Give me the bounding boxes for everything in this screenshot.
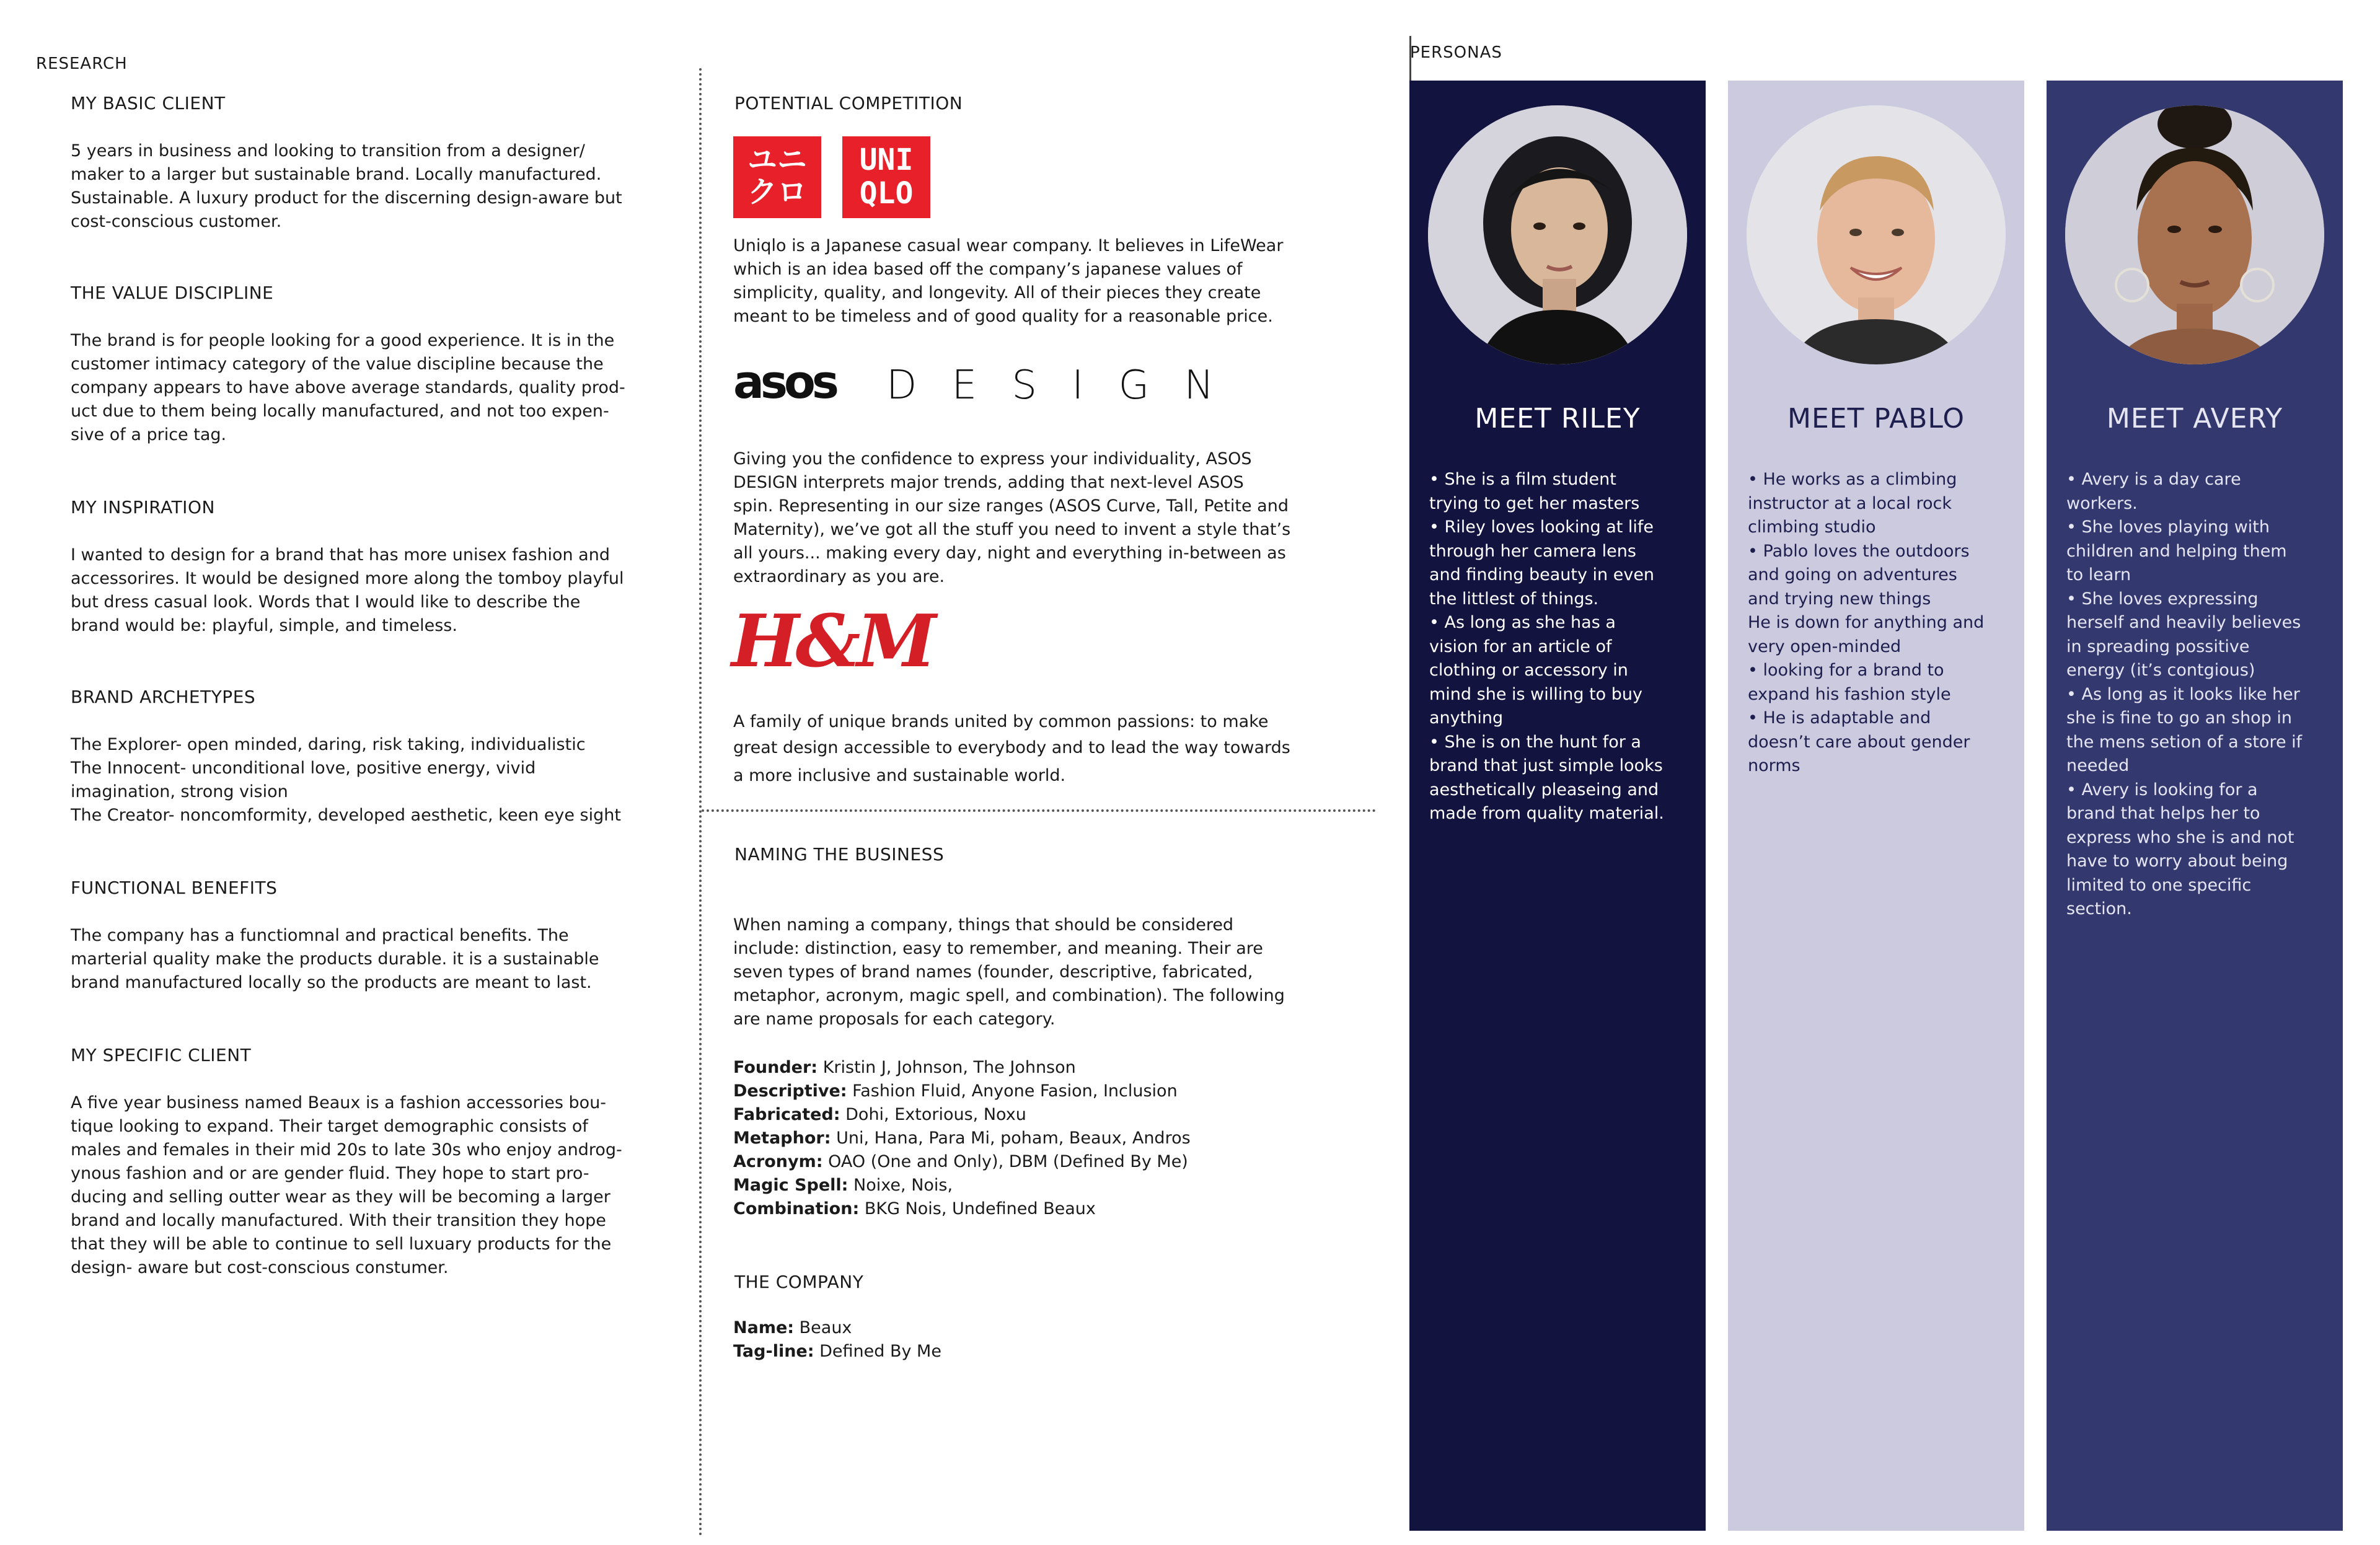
archetypes-title: BRAND ARCHETYPES <box>71 687 256 707</box>
asos-line: all yours... making every day, night and everything in-between as <box>733 544 1286 563</box>
research-label: RESEARCH <box>36 55 128 73</box>
riley-line: trying to get her masters <box>1429 493 1640 513</box>
riley-line: through her camera lens <box>1429 541 1636 561</box>
pablo-line: • Pablo loves the outdoors <box>1748 541 1970 561</box>
specific-client-title: MY SPECIFIC CLIENT <box>71 1045 252 1065</box>
name-proposal-label: Descriptive: <box>733 1081 847 1101</box>
basic-client-line: cost-conscious customer. <box>71 212 282 231</box>
asos-line: extraordinary as you are. <box>733 567 945 586</box>
inspiration-title: MY INSPIRATION <box>71 497 215 517</box>
avery-line: she is fine to go an shop in <box>2066 708 2293 728</box>
competition-title: POTENTIAL COMPETITION <box>734 93 963 113</box>
company-value: Defined By Me <box>814 1342 941 1361</box>
avery-line: • She loves playing with <box>2066 517 2270 537</box>
basic-client-section <box>71 93 666 234</box>
riley-line: • She is a film student <box>1429 470 1616 489</box>
specific-client-line: ynous fashion and or are gender fluid. They hope to start pro- <box>71 1164 589 1183</box>
avery-line: to learn <box>2066 565 2131 584</box>
riley-line: • Riley loves looking at life <box>1429 517 1654 537</box>
uniqlo-latin-bottom: QLO <box>859 176 914 211</box>
inspiration-line: but dress casual look. Words that I would like to describe the <box>71 592 581 612</box>
riley-line: vision for an article of <box>1429 636 1612 656</box>
functional-benefits-line: The company has a functiomnal and practical benefits. The <box>71 926 569 945</box>
uniqlo-kana-top: ユニ <box>747 143 807 177</box>
asos-design-wordmark: D E S I G N <box>886 363 1225 408</box>
pablo-line: norms <box>1748 756 1800 775</box>
pablo-line: very open-minded <box>1748 636 1902 656</box>
avery-line: workers. <box>2066 493 2138 513</box>
basic-client-line: Sustainable. A luxury product for the discerning design-aware but <box>71 188 622 208</box>
naming-description <box>733 913 1353 1031</box>
archetypes-section <box>71 687 666 827</box>
specific-client-line: A five year business named Beaux is a fashion accessories bou- <box>71 1093 607 1112</box>
avery-line: express who she is and not <box>2066 827 2294 847</box>
name-proposal-label: Magic Spell: <box>733 1176 848 1195</box>
archetypes-line: The Creator- noncomformity, developed aesthetic, keen eye sight <box>71 806 621 825</box>
archetypes-line: imagination, strong vision <box>71 782 288 801</box>
company-row <box>733 1316 1353 1340</box>
avery-line: needed <box>2066 756 2130 775</box>
avery-details <box>2066 468 2327 922</box>
name-proposal-value: Dohi, Extorious, Noxu <box>840 1105 1026 1124</box>
uniqlo-description <box>733 234 1353 328</box>
pablo-line: and going on adventures <box>1748 565 1957 584</box>
naming-line: metaphor, acronym, magic spell, and combination). The following <box>733 986 1285 1005</box>
riley-line: anything <box>1429 708 1504 728</box>
hm-description <box>733 709 1353 791</box>
hm-line: a more inclusive and sustainable world. <box>733 766 1066 785</box>
avery-line: children and helping them <box>2066 541 2287 561</box>
uniqlo-line: which is an idea based off the company’s japanese values of <box>733 260 1243 279</box>
name-proposal-row <box>733 1197 1353 1221</box>
uniqlo-logo-katakana <box>733 136 821 218</box>
riley-portrait-icon <box>1428 105 1687 364</box>
uniqlo-line: Uniqlo is a Japanese casual wear company. It believes in LifeWear <box>733 236 1284 255</box>
company-title: THE COMPANY <box>734 1272 864 1292</box>
name-proposal-row <box>733 1174 1353 1197</box>
avery-line: brand that helps her to <box>2066 804 2260 823</box>
name-proposal-value: Uni, Hana, Para Mi, poham, Beaux, Andros <box>831 1129 1191 1148</box>
name-proposal-row <box>733 1103 1353 1127</box>
specific-client-line: ducing and selling outter wear as they will be becoming a larger <box>71 1187 610 1207</box>
uniqlo-line: meant to be timeless and of good quality for a reasonable price. <box>733 307 1273 326</box>
riley-line: aesthetically pleaseing and <box>1429 780 1659 799</box>
avery-line: energy (it’s contgious) <box>2066 661 2255 680</box>
uniqlo-kana-bottom: クロ <box>747 175 807 209</box>
value-discipline-title: THE VALUE DISCIPLINE <box>71 283 274 303</box>
pablo-avatar <box>1747 105 2006 364</box>
functional-benefits-title: FUNCTIONAL BENEFITS <box>71 878 278 898</box>
name-proposal-label: Founder: <box>733 1058 818 1077</box>
pablo-line: expand his fashion style <box>1748 684 1951 704</box>
pablo-line: • He is adaptable and <box>1748 708 1931 728</box>
specific-client-line: males and females in their mid 20s to late 30s who enjoy androg- <box>71 1140 622 1160</box>
naming-line: include: distinction, easy to remember, and meaning. Their are <box>733 939 1263 958</box>
archetypes-line: The Explorer- open minded, daring, risk taking, individualistic <box>71 735 586 754</box>
asos-line: Maternity), we’ve got all the stuff you need to invent a style that’s <box>733 520 1291 539</box>
value-discipline-line: sive of a price tag. <box>71 425 227 444</box>
company-label: Name: <box>733 1318 795 1337</box>
pablo-line: doesn’t care about gender <box>1748 732 1970 752</box>
name-proposal-label: Combination: <box>733 1199 860 1218</box>
pablo-line: • He works as a climbing <box>1748 470 1957 489</box>
riley-line: clothing or accessory in <box>1429 661 1628 680</box>
functional-benefits-line: marterial quality make the products durable. it is a sustainable <box>71 949 599 969</box>
company-label: Tag-line: <box>733 1342 814 1361</box>
specific-client-line: brand and locally manufactured. With their transition they hope <box>71 1211 606 1230</box>
naming-line: seven types of brand names (founder, descriptive, fabricated, <box>733 962 1253 982</box>
avery-line: the mens setion of a store if <box>2066 732 2303 752</box>
riley-line: mind she is willing to buy <box>1429 684 1642 704</box>
functional-benefits-section <box>71 878 666 995</box>
value-discipline-line: customer intimacy category of the value discipline because the <box>71 354 604 374</box>
riley-name: MEET RILEY <box>1474 403 1641 434</box>
pablo-name: MEET PABLO <box>1787 403 1965 434</box>
asos-line: DESIGN interprets major trends, adding that next-level ASOS <box>733 473 1244 492</box>
pablo-details <box>1748 468 2008 778</box>
pablo-line: • looking for a brand to <box>1748 661 1944 680</box>
name-proposal-label: Fabricated: <box>733 1105 840 1124</box>
avery-name: MEET AVERY <box>2106 403 2283 434</box>
name-proposal-label: Metaphor: <box>733 1129 831 1148</box>
avery-line: • Avery is looking for a <box>2066 780 2258 799</box>
company-details <box>733 1316 1353 1363</box>
uniqlo-latin-top: UNI <box>859 143 914 177</box>
riley-avatar <box>1428 105 1687 364</box>
riley-line: • As long as she has a <box>1429 613 1616 632</box>
basic-client-title: MY BASIC CLIENT <box>71 93 226 113</box>
avery-line: section. <box>2066 899 2132 918</box>
asos-description <box>733 447 1353 589</box>
persona-card-pablo <box>1728 81 2024 1531</box>
naming-line: When naming a company, things that should be considered <box>733 915 1234 935</box>
personas-divider <box>1409 36 1411 81</box>
asos-logo: asos <box>733 356 835 409</box>
specific-client-section <box>71 1045 666 1280</box>
pablo-line: He is down for anything and <box>1748 613 1985 632</box>
column-divider <box>699 68 702 1537</box>
persona-card-avery <box>2047 81 2343 1531</box>
avery-portrait-icon <box>2065 105 2324 364</box>
hm-line: great design accessible to everybody and to lead the way towards <box>733 738 1290 757</box>
avery-line: limited to one specific <box>2066 875 2252 895</box>
functional-benefits-line: brand manufactured locally so the products are meant to last. <box>71 973 592 992</box>
basic-client-line: 5 years in business and looking to transition from a designer/ <box>71 141 585 161</box>
name-proposals-list <box>733 1056 1353 1221</box>
personas-label: PERSONAS <box>1410 43 1502 62</box>
basic-client-line: maker to a larger but sustainable brand. Locally manufactured. <box>71 165 602 184</box>
persona-card-riley <box>1409 81 1706 1531</box>
pablo-portrait-icon <box>1747 105 2006 364</box>
avery-line: • Avery is a day care <box>2066 470 2241 489</box>
uniqlo-logo-latin <box>842 136 930 218</box>
riley-line: the littlest of things. <box>1429 589 1599 609</box>
inspiration-section <box>71 497 666 638</box>
avery-line: • As long as it looks like her <box>2066 684 2300 704</box>
pablo-line: instructor at a local rock <box>1748 493 1952 513</box>
riley-line: brand that just simple looks <box>1429 756 1663 775</box>
name-proposal-value: Noixe, Nois, <box>848 1176 953 1195</box>
company-value: Beaux <box>794 1318 852 1337</box>
value-discipline-section <box>71 283 666 447</box>
asos-line: Giving you the confidence to express your individuality, ASOS <box>733 449 1252 469</box>
name-proposal-value: Fashion Fluid, Anyone Fasion, Inclusion <box>847 1081 1178 1101</box>
naming-title: NAMING THE BUSINESS <box>734 844 945 865</box>
inspiration-line: accessorires. It would be designed more along the tomboy playful <box>71 569 624 588</box>
name-proposal-label: Acronym: <box>733 1152 823 1171</box>
pablo-line: and trying new things <box>1748 589 1931 609</box>
name-proposal-value: OAO (One and Only), DBM (Defined By Me) <box>822 1152 1188 1171</box>
hm-line: A family of unique brands united by common passions: to make <box>733 712 1269 731</box>
name-proposal-row <box>733 1080 1353 1103</box>
company-row <box>733 1340 1353 1363</box>
inspiration-line: brand would be: playful, simple, and timeless. <box>71 616 457 635</box>
avery-line: in spreading possitive <box>2066 636 2250 656</box>
specific-client-line: tique looking to expand. Their target demographic consists of <box>71 1117 588 1136</box>
avery-line: herself and heavily believes <box>2066 613 2301 632</box>
avery-line: have to worry about being <box>2066 852 2288 871</box>
riley-line: made from quality material. <box>1429 804 1664 823</box>
asos-line: spin. Representing in our size ranges (ASOS Curve, Tall, Petite and <box>733 496 1289 516</box>
avery-line: • She loves expressing <box>2066 589 2259 609</box>
hm-logo: H&M <box>731 599 933 684</box>
name-proposal-value: BKG Nois, Undefined Beaux <box>859 1199 1096 1218</box>
naming-line: are name proposals for each category. <box>733 1010 1056 1029</box>
specific-client-line: that they will be able to continue to sell luxuary products for the <box>71 1235 612 1254</box>
riley-line: • She is on the hunt for a <box>1429 732 1641 752</box>
value-discipline-line: company appears to have above average standards, quality prod- <box>71 378 625 397</box>
name-proposal-value: Kristin J, Johnson, The Johnson <box>818 1058 1076 1077</box>
avery-avatar <box>2065 105 2324 364</box>
specific-client-line: design- aware but cost-conscious constumer. <box>71 1258 449 1277</box>
value-discipline-line: The brand is for people looking for a good experience. It is in the <box>71 331 615 350</box>
value-discipline-line: uct due to them being locally manufactured, and not too expen- <box>71 402 609 421</box>
archetypes-line: The Innocent- unconditional love, positive energy, vivid <box>71 759 536 778</box>
section-divider <box>702 809 1376 812</box>
riley-details <box>1429 468 1690 826</box>
riley-line: and finding beauty in even <box>1429 565 1655 584</box>
pablo-line: climbing studio <box>1748 517 1876 537</box>
name-proposal-row <box>733 1056 1353 1080</box>
inspiration-line: I wanted to design for a brand that has more unisex fashion and <box>71 545 610 565</box>
name-proposal-row <box>733 1150 1353 1174</box>
name-proposal-row <box>733 1127 1353 1150</box>
uniqlo-line: simplicity, quality, and longevity. All of their pieces they create <box>733 283 1261 302</box>
